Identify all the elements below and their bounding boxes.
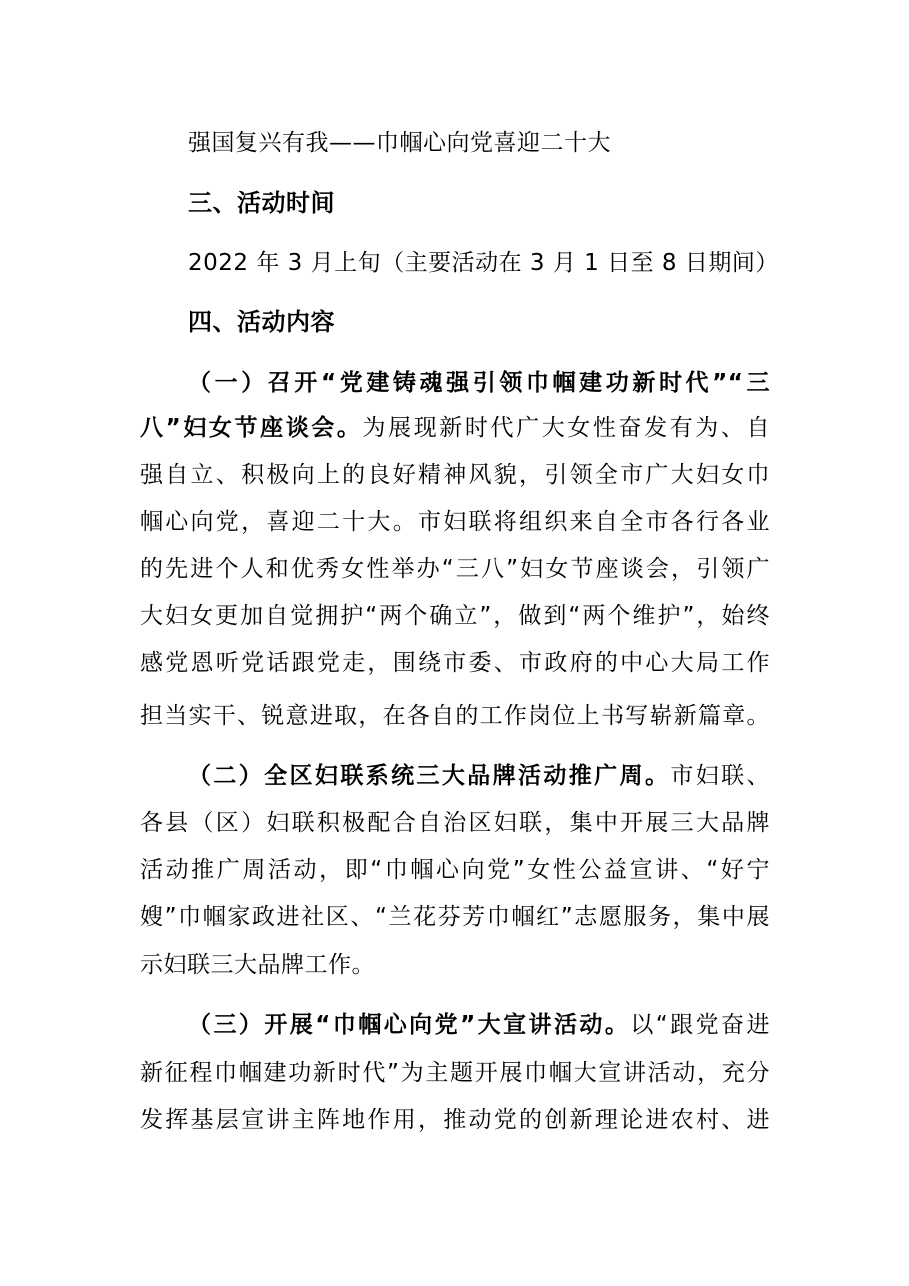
item1-line5: 大妇女更加自觉拥护“两个确立”，做到“两个维护”，始终 bbox=[140, 603, 770, 629]
item2-line0-rest: 市妇联、 bbox=[670, 763, 771, 789]
item2-title: （二）全区妇联系统三大品牌活动推广周。 bbox=[188, 763, 671, 789]
item2-line2: 活动推广周活动，即“巾帼心向党”女性公益宣讲、“好宁 bbox=[140, 857, 770, 883]
section-heading-content: 四、活动内容 bbox=[188, 308, 335, 336]
section-heading-time: 三、活动时间 bbox=[188, 189, 335, 217]
activity-time-text: 2022 年 3 月上旬（主要活动在 3 月 1 日至 8 日期间） bbox=[188, 250, 779, 276]
item1-title-line2: 八”妇女节座谈会。 bbox=[140, 415, 363, 441]
item1-line6: 感党恩听党话跟党走，围绕市委、市政府的中心大局工作 bbox=[140, 650, 770, 676]
item2-line1: 各县（区）妇联积极配合自治区妇联，集中开展三大品牌 bbox=[140, 810, 770, 836]
item1-line4: 的先进个人和优秀女性举办“三八”妇女节座谈会，引领广 bbox=[140, 556, 770, 582]
item3-line0 bbox=[188, 1010, 770, 1040]
item3-title: （三）开展“巾帼心向党”大宣讲活动。 bbox=[188, 1012, 631, 1038]
theme-line: 强国复兴有我——巾帼心向党喜迎二十大 bbox=[188, 130, 611, 156]
item1-line1 bbox=[140, 413, 770, 443]
item1-line3: 帼心向党，喜迎二十大。市妇联将组织来自全市各行各业 bbox=[140, 509, 770, 535]
item2-line3: 嫂”巾帼家政进社区、“兰花芬芳巾帼红”志愿服务，集中展 bbox=[140, 904, 770, 930]
item3-line0-rest: 以“跟党奋进 bbox=[630, 1012, 770, 1038]
item3-line2: 发挥基层宣讲主阵地作用，推动党的创新理论进农村、进 bbox=[140, 1107, 770, 1133]
item2-line4: 示妇联三大品牌工作。 bbox=[140, 952, 375, 978]
item1-title-line1: （一）召开“党建铸魂强引领巾帼建功新时代”“三 bbox=[188, 370, 770, 396]
item3-line1: 新征程巾帼建功新时代”为主题开展巾帼大宣讲活动，充分 bbox=[140, 1060, 770, 1086]
item2-line0 bbox=[188, 761, 770, 791]
item1-line1-rest: 为展现新时代广大女性奋发有为、自 bbox=[362, 415, 771, 441]
item1-line2: 强自立、积极向上的良好精神风貌，引领全市广大妇女巾 bbox=[140, 462, 770, 488]
item1-line7: 担当实干、锐意进取，在各自的工作岗位上书写崭新篇章。 bbox=[140, 703, 770, 729]
